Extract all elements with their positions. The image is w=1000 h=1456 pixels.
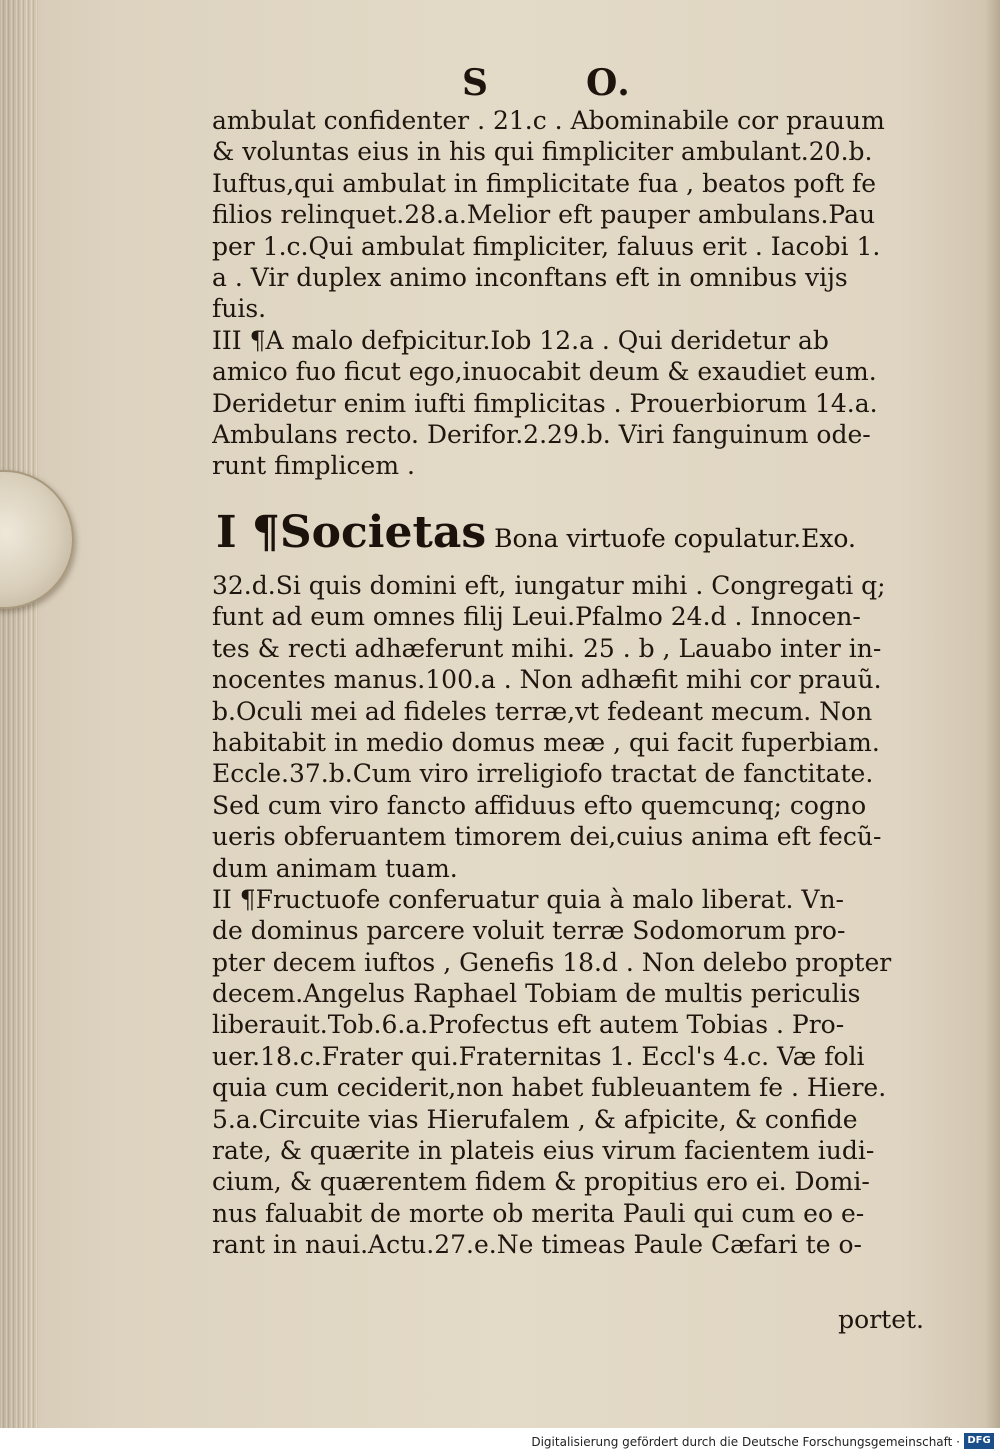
text-line: 5.a.Circuite vias Hierufalem , & afpicite, & confide bbox=[212, 1104, 858, 1134]
text-line: nocentes manus.100.a . Non adhæfit mihi cor prauũ. bbox=[212, 665, 882, 695]
section-heading-rest: Bona virtuofe copulatur.Exo. bbox=[486, 524, 856, 553]
text-line: Deridetur enim iufti fimplicitas . Prouerbiorum 14.a. bbox=[212, 388, 878, 418]
text-line: Eccle.37.b.Cum viro irreligiofo tractat de fanctitate. bbox=[212, 759, 874, 789]
text-line: funt ad eum omnes filij Leui.Pfalmo 24.d . Innocen- bbox=[212, 602, 861, 632]
text-line: fuis. bbox=[212, 294, 267, 324]
text-line: per 1.c.Qui ambulat fimpliciter, faluus erit . Iacobi 1. bbox=[212, 231, 881, 261]
footer-credit: Digitalisierung gefördert durch die Deutsche Forschungsgemeinschaft · bbox=[531, 1435, 960, 1449]
text-line: ueris obferuantem timorem dei,cuius anima eft fecũ- bbox=[212, 822, 882, 852]
text-line: Ambulans recto. Derifor.2.29.b. Viri fanguinum ode- bbox=[212, 419, 871, 449]
header-right: O. bbox=[586, 62, 632, 104]
text-line: liberauit.Tob.6.a.Profectus eft autem Tobias . Pro- bbox=[212, 1010, 845, 1040]
text-line: III ¶A malo defpicitur.Iob 12.a . Qui deridetur ab bbox=[212, 325, 829, 355]
text-line: filios relinquet.28.a.Melior eft pauper ambulans.Pau bbox=[212, 200, 876, 230]
text-line: pter decem iuftos , Genefis 18.d . Non delebo propter bbox=[212, 947, 892, 977]
text-line: decem.Angelus Raphael Tobiam de multis periculis bbox=[212, 979, 861, 1009]
section-heading-mark: I ¶Societas bbox=[216, 507, 487, 558]
text-line: quia cum ceciderit,non habet fubleuantem fe . Hiere. bbox=[212, 1073, 887, 1103]
section-heading bbox=[216, 507, 856, 558]
text-line: runt fimplicem . bbox=[212, 451, 415, 481]
footer-bar bbox=[0, 1428, 1000, 1456]
text-line: II ¶Fructuofe conferuatur quia à malo liberat. Vn- bbox=[212, 884, 844, 914]
text-line: uer.18.c.Frater qui.Fraternitas 1. Eccl's 4.c. Væ foli bbox=[212, 1041, 865, 1071]
header-left: S bbox=[462, 62, 490, 104]
catchword: portet. bbox=[838, 1305, 924, 1334]
text-line: Iuftus,qui ambulat in fimplicitate fua , beatos poft fe bbox=[212, 168, 876, 198]
text-line: ambulat confidenter . 21.c . Abominabile cor prauum bbox=[212, 106, 885, 135]
text-line: Sed cum viro fancto affiduus efto quemcunq; cogno bbox=[212, 790, 867, 820]
text-line: & voluntas eius in his qui fimpliciter ambulant.20.b. bbox=[212, 137, 873, 167]
text-line: b.Oculi mei ad fideles terræ,vt fedeant mecum. Non bbox=[212, 696, 873, 726]
running-header bbox=[462, 62, 728, 104]
text-line: a . Vir duplex animo inconftans eft in omnibus vijs bbox=[212, 262, 848, 292]
text-line: 32.d.Si quis domini eft, iungatur mihi . Congregati q; bbox=[212, 571, 886, 600]
text-line: rate, & quærite in plateis eius virum facientem iudi- bbox=[212, 1136, 875, 1166]
text-line: cium, & quærentem fidem & propitius ero ei. Domi- bbox=[212, 1167, 870, 1197]
page-edge-stack bbox=[0, 0, 38, 1428]
text-line: de dominus parcere voluit terræ Sodomorum pro- bbox=[212, 916, 846, 946]
text-line: rant in naui.Actu.27.e.Ne timeas Paule Cæfari te o- bbox=[212, 1230, 862, 1260]
text-block-1 bbox=[212, 105, 942, 482]
dfg-logo: DFG bbox=[964, 1433, 994, 1449]
text-line: tes & recti adhæferunt mihi. 25 . b , Lauabo inter in- bbox=[212, 633, 882, 663]
book-clip bbox=[0, 470, 74, 609]
text-line: amico fuo ficut ego,inuocabit deum & exaudiet eum. bbox=[212, 357, 877, 387]
text-line: habitabit in medio domus meæ , qui facit fuperbiam. bbox=[212, 727, 880, 757]
text-block-2 bbox=[212, 570, 942, 1261]
text-line: nus faluabit de morte ob merita Pauli qui cum eo e- bbox=[212, 1198, 865, 1228]
text-line: dum animam tuam. bbox=[212, 853, 458, 883]
